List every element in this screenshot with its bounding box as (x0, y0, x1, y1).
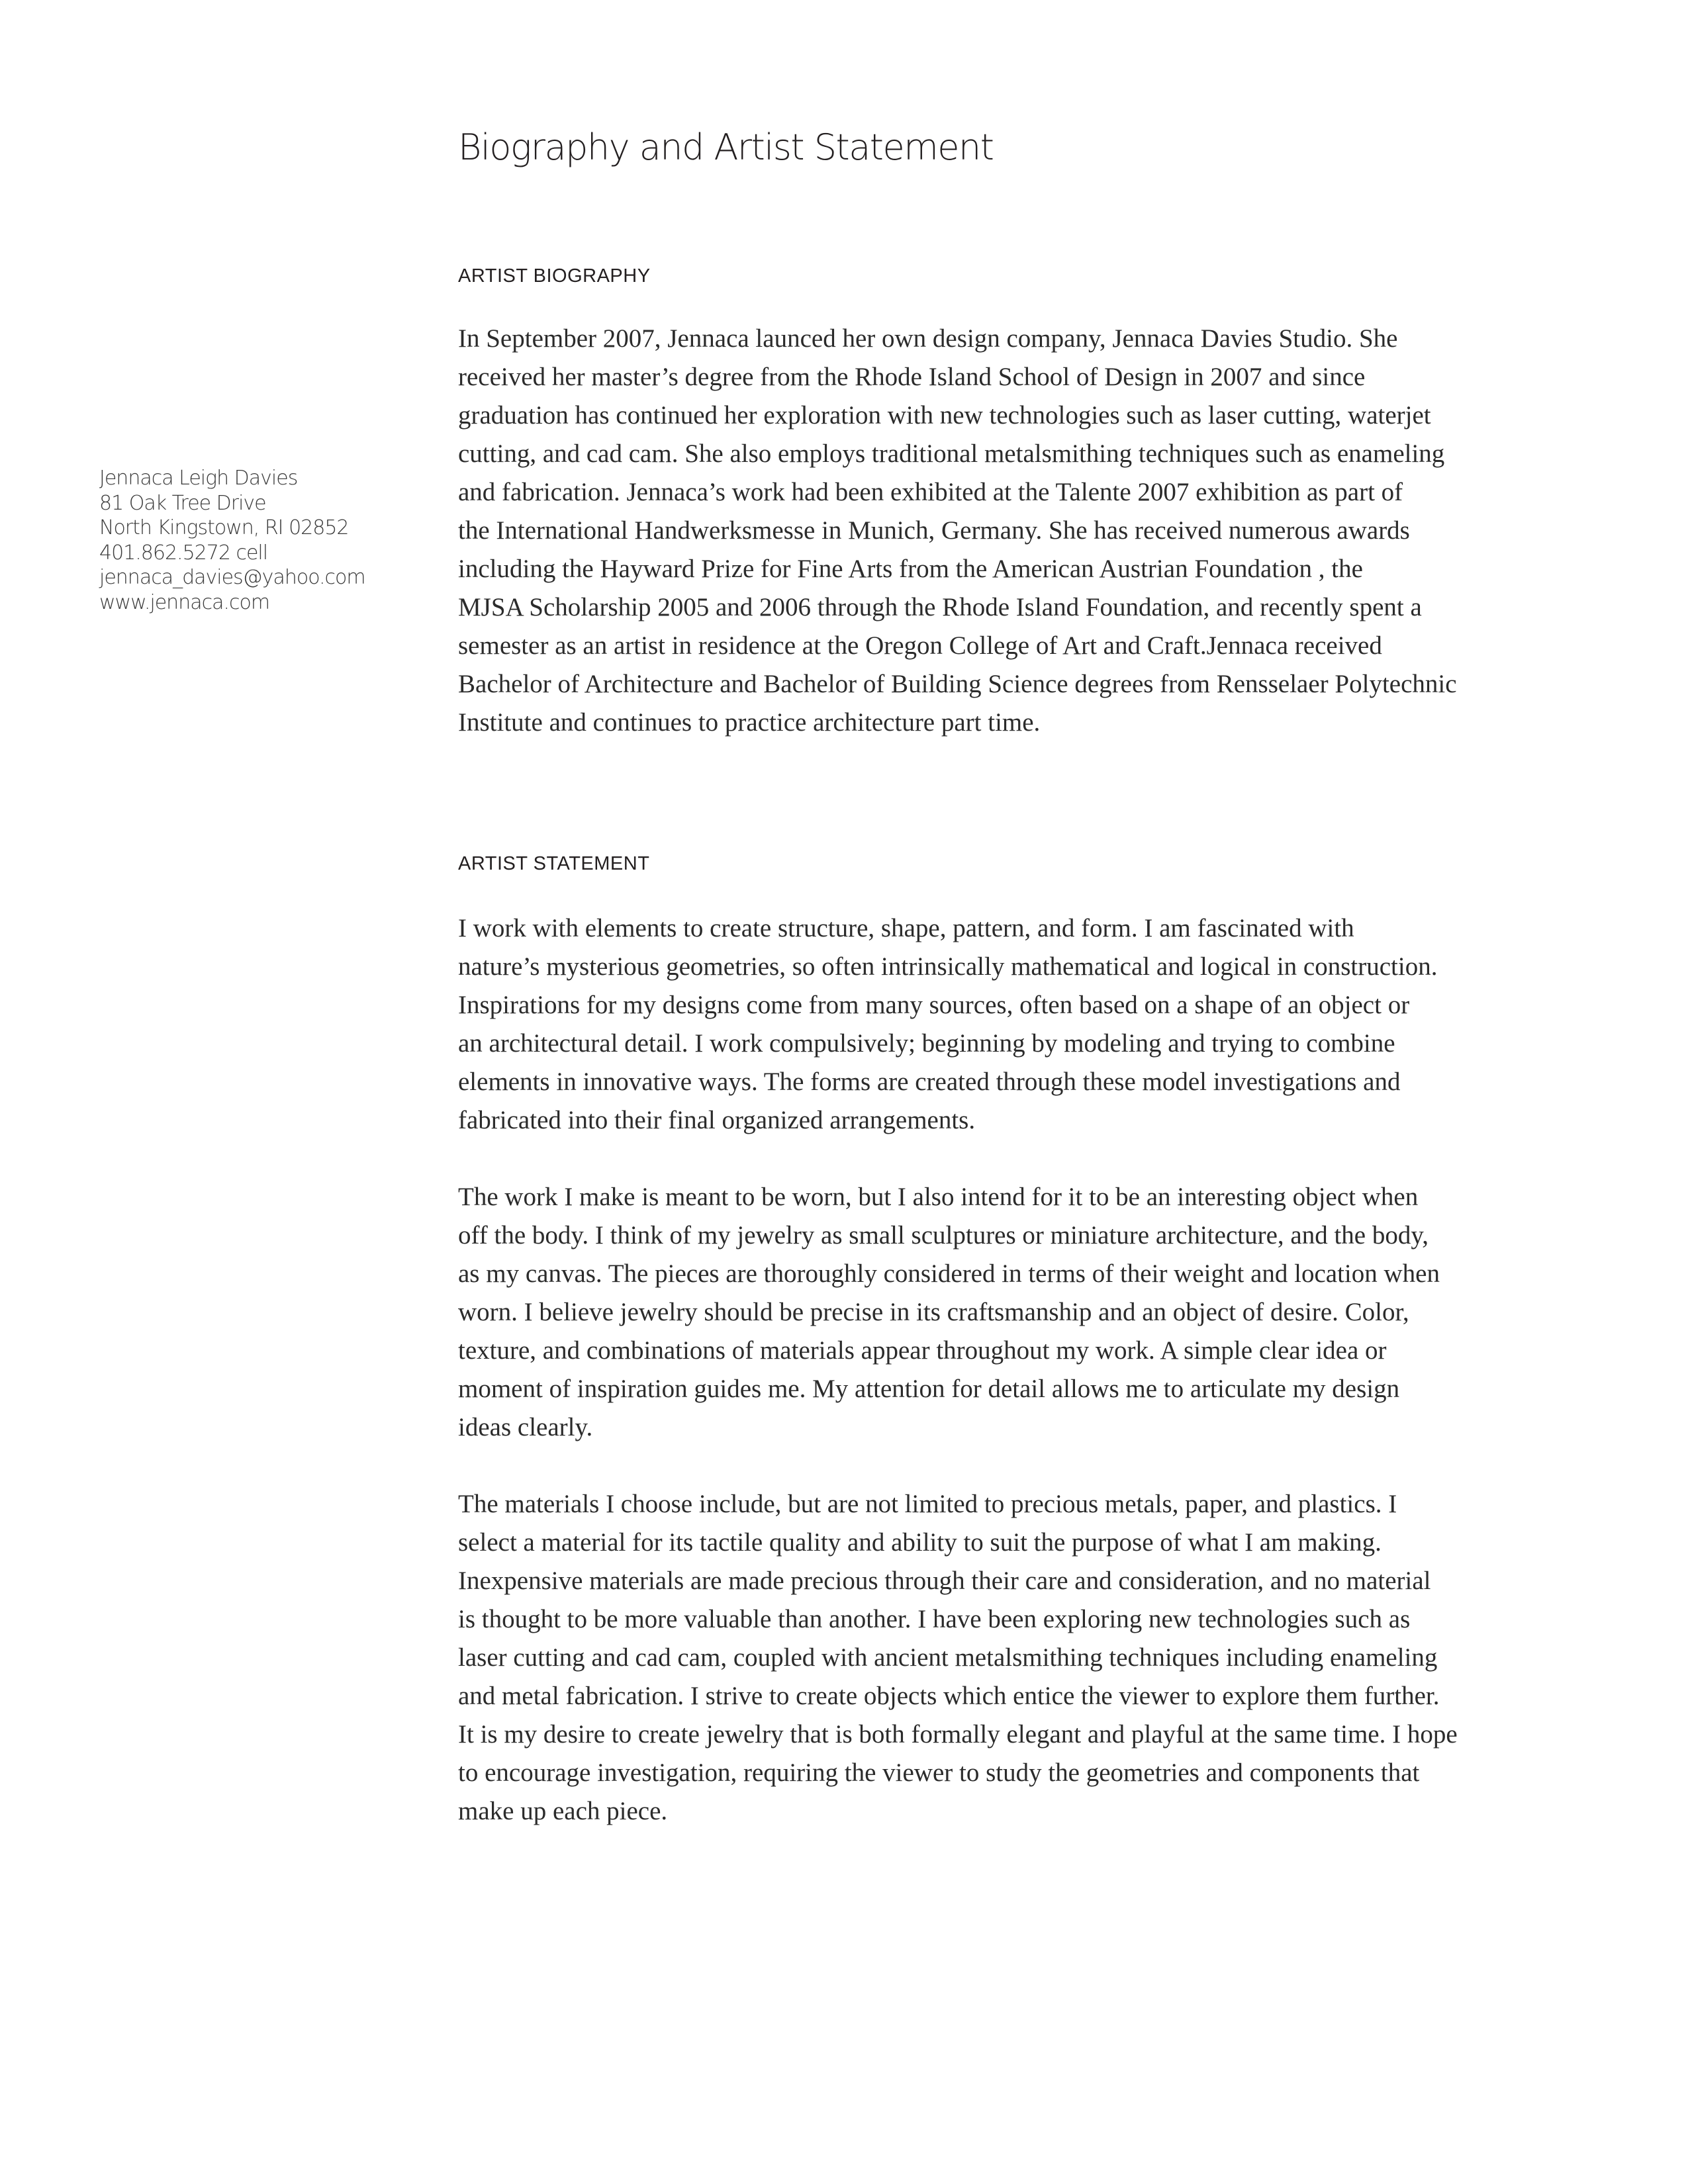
biography-body (458, 320, 1497, 742)
contact-email: jennaca_davies@yahoo.com (99, 566, 365, 589)
text-line: the International Handwerksmesse in Munich, Germany. She has received numerous awards (458, 516, 1410, 545)
statement-paragraph-3 (458, 1485, 1497, 1831)
text-line: and metal fabrication. I strive to create objects which entice the viewer to explore them further. (458, 1682, 1440, 1710)
statement-heading: ARTIST STATEMENT (458, 853, 650, 874)
contact-city-state-zip: North Kingstown, RI 02852 (99, 516, 349, 539)
contact-website: www.jennaca.com (99, 590, 270, 614)
contact-street-address: 81 Oak Tree Drive (99, 491, 266, 515)
text-line: and fabrication. Jennaca’s work had been exhibited at the Talente 2007 exhibition as part of (458, 478, 1403, 506)
text-line: make up each piece. (458, 1797, 668, 1825)
text-line: texture, and combinations of materials appear throughout my work. A simple clear idea or (458, 1336, 1387, 1365)
biography-heading: ARTIST BIOGRAPHY (458, 265, 651, 287)
page-title: Biography and Artist Statement (458, 126, 994, 168)
text-line: Inexpensive materials are made precious through their care and consideration, and no material (458, 1567, 1431, 1595)
text-line: laser cutting and cad cam, coupled with ancient metalsmithing techniques including enameling (458, 1643, 1438, 1672)
text-line: It is my desire to create jewelry that is both formally elegant and playful at the same time. I hope (458, 1720, 1458, 1749)
contact-block (99, 466, 365, 615)
text-line: cutting, and cad cam. She also employs traditional metalsmithing techniques such as enameling (458, 439, 1445, 468)
text-line: an architectural detail. I work compulsively; beginning by modeling and trying to combine (458, 1029, 1395, 1058)
text-line: as my canvas. The pieces are thoroughly considered in terms of their weight and location when (458, 1259, 1440, 1288)
text-line: The work I make is meant to be worn, but I also intend for it to be an interesting object when (458, 1183, 1419, 1211)
text-line: semester as an artist in residence at the Oregon College of Art and Craft.Jennaca received (458, 631, 1382, 660)
text-line: including the Hayward Prize for Fine Arts from the American Austrian Foundation , the (458, 555, 1363, 583)
text-line: MJSA Scholarship 2005 and 2006 through the Rhode Island Foundation, and recently spent a (458, 593, 1422, 621)
text-line: select a material for its tactile quality and ability to suit the purpose of what I am making. (458, 1528, 1382, 1557)
text-line: The materials I choose include, but are not limited to precious metals, paper, and plastics. I (458, 1490, 1397, 1518)
statement-paragraph-1 (458, 909, 1497, 1140)
text-line: Bachelor of Architecture and Bachelor of Building Science degrees from Rensselaer Polytechnic (458, 670, 1457, 698)
text-line: Inspirations for my designs come from many sources, often based on a shape of an object or (458, 991, 1410, 1019)
text-line: graduation has continued her exploration with new technologies such as laser cutting, waterjet (458, 401, 1431, 430)
text-line: nature’s mysterious geometries, so often intrinsically mathematical and logical in construction. (458, 952, 1438, 981)
text-line: ideas clearly. (458, 1413, 593, 1441)
text-line: moment of inspiration guides me. My attention for detail allows me to articulate my design (458, 1375, 1400, 1403)
text-line: to encourage investigation, requiring the viewer to study the geometries and components that (458, 1758, 1420, 1787)
text-line: I work with elements to create structure, shape, pattern, and form. I am fascinated with (458, 914, 1354, 942)
text-line: is thought to be more valuable than another. I have been exploring new technologies such as (458, 1605, 1411, 1633)
text-line: fabricated into their final organized arrangements. (458, 1106, 976, 1134)
text-line: In September 2007, Jennaca launced her own design company, Jennaca Davies Studio. She (458, 324, 1398, 353)
text-line: Institute and continues to practice architecture part time. (458, 708, 1041, 737)
contact-name: Jennaca Leigh Davies (99, 467, 298, 490)
contact-phone: 401.862.5272 cell (99, 541, 268, 565)
text-line: received her master’s degree from the Rhode Island School of Design in 2007 and since (458, 363, 1366, 391)
text-line: worn. I believe jewelry should be precise in its craftsmanship and an object of desire. Color, (458, 1298, 1409, 1326)
statement-paragraph-2 (458, 1178, 1497, 1447)
text-line: elements in innovative ways. The forms are created through these model investigations and (458, 1068, 1401, 1096)
text-line: off the body. I think of my jewelry as small sculptures or miniature architecture, and the body, (458, 1221, 1429, 1250)
biography-paragraph (458, 320, 1497, 742)
statement-body (458, 909, 1497, 1831)
